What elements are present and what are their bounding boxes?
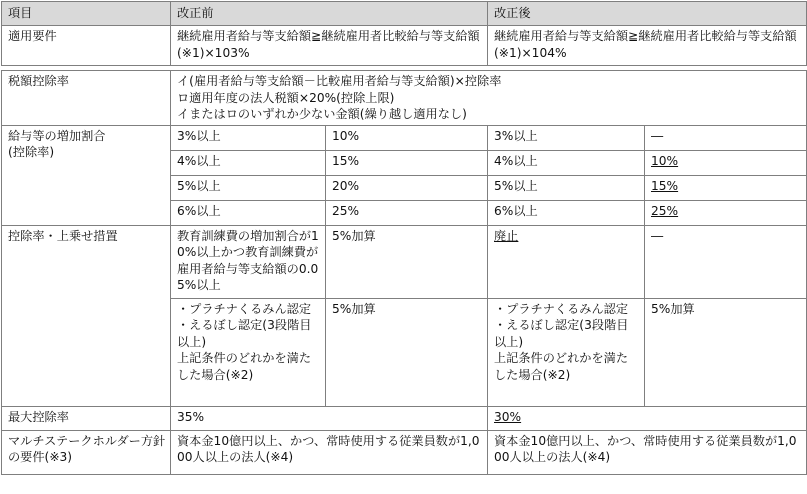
row-tax-rate xyxy=(2,71,807,126)
training-after-rate: ― xyxy=(645,225,807,298)
increase-after-cond: 3%以上 xyxy=(488,125,645,150)
row-multistake xyxy=(2,430,807,474)
increase-after-cond: 5%以上 xyxy=(488,175,645,200)
max-rate-before: 35% xyxy=(171,406,488,430)
certification-before-cond: ・プラチナくるみん認定 ・えるぼし認定(3段階目以上) 上記条件のどれかを満たした場合(※2) xyxy=(171,298,326,406)
header-before: 改正前 xyxy=(171,2,488,26)
increase-before-cond: 5%以上 xyxy=(171,175,326,200)
multistake-after: 資本金10億円以上、かつ、常時使用する従業員数が1,000人以上の法人(※4) xyxy=(488,430,807,474)
tax-rate-line-2: ロ適用年度の法人税額×20%(控除上限) xyxy=(177,90,395,105)
label-tax-rate: 税額控除率 xyxy=(2,71,171,126)
bonus-row-training xyxy=(2,225,807,298)
label-applicable: 適用要件 xyxy=(2,26,171,66)
increase-row-1 xyxy=(2,125,807,150)
training-before-rate: 5%加算 xyxy=(326,225,488,298)
increase-after-rate: 25% xyxy=(645,200,807,225)
certification-after-rate: 5%加算 xyxy=(645,298,807,406)
increase-after-rate: ― xyxy=(645,125,807,150)
applicable-before: 継続雇用者給与等支給額≧継続雇用者比較給与等支給額(※1)×103% xyxy=(171,26,488,66)
increase-before-rate: 15% xyxy=(326,150,488,175)
increase-before-cond: 6%以上 xyxy=(171,200,326,225)
label-multistake: マルチステークホルダー方針の要件(※3) xyxy=(2,430,171,474)
multistake-before: 資本金10億円以上、かつ、常時使用する従業員数が1,000人以上の法人(※4) xyxy=(171,430,488,474)
row-applicable xyxy=(2,26,807,66)
training-before-cond: 教育訓練費の増加割合が10%以上かつ教育訓練費が雇用者給与等支給額の0.05%以上 xyxy=(171,225,326,298)
max-rate-after: 30% xyxy=(488,406,807,430)
increase-after-cond: 4%以上 xyxy=(488,150,645,175)
row-max-rate xyxy=(2,406,807,430)
label-increase: 給与等の増加割合 (控除率) xyxy=(2,125,171,225)
tax-rate-line-1: イ(雇用者給与等支給額－比較雇用者給与等支給額)×控除率 xyxy=(177,74,502,88)
increase-after-rate: 15% xyxy=(645,175,807,200)
increase-after-rate: 10% xyxy=(645,150,807,175)
increase-before-rate: 25% xyxy=(326,200,488,225)
increase-after-cond: 6%以上 xyxy=(488,200,645,225)
training-after-cond: 廃止 xyxy=(488,225,645,298)
certification-before-rate: 5%加算 xyxy=(326,298,488,406)
tax-reform-comparison-table xyxy=(1,1,807,475)
label-max-rate: 最大控除率 xyxy=(2,406,171,430)
increase-before-rate: 20% xyxy=(326,175,488,200)
tax-rate-formula xyxy=(171,71,807,126)
tax-rate-line-3: イまたはロのいずれか少ない金額(繰り越し適用なし) xyxy=(177,107,467,121)
header-row xyxy=(2,2,807,26)
certification-after-cond: ・プラチナくるみん認定 ・えるぼし認定(3段階目以上) 上記条件のどれかを満たした場合(※2) xyxy=(488,298,645,406)
label-bonus: 控除率・上乗せ措置 xyxy=(2,225,171,406)
increase-before-cond: 4%以上 xyxy=(171,150,326,175)
header-after: 改正後 xyxy=(488,2,807,26)
increase-before-rate: 10% xyxy=(326,125,488,150)
applicable-after: 継続雇用者給与等支給額≧継続雇用者比較給与等支給額(※1)×104% xyxy=(488,26,807,66)
increase-before-cond: 3%以上 xyxy=(171,125,326,150)
header-item: 項目 xyxy=(2,2,171,26)
